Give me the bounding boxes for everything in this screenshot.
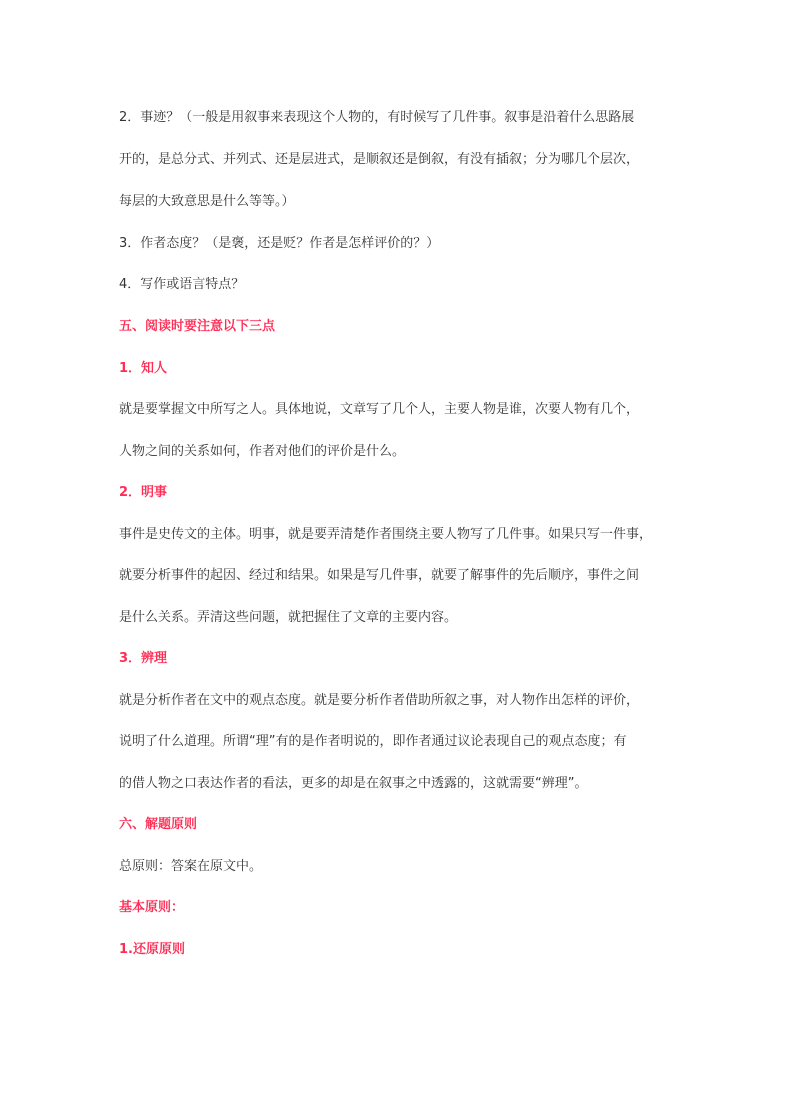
item2-line3: 每层的大致意思是什么等等。） [119,194,295,209]
point2-line2: 就要分析事件的起因、经过和结果。如果是写几件事，就要了解事件的先后顺序，事件之间 [119,568,640,583]
point1-heading: 1．知人 [119,361,168,376]
point1-line2: 人物之间的关系如何，作者对他们的评价是什么。 [119,444,406,459]
point3-heading: 3．辨理 [119,651,168,666]
section6-heading: 六、解题原则 [119,817,198,832]
item2-line2: 开的，是总分式、并列式、还是层进式，是顺叙还是倒叙，有没有插叙；分为哪几个层次， [119,152,640,167]
basic-principles-heading: 基本原则： [119,900,185,915]
item3-text: 3．作者态度？（是褒，还是贬？作者是怎样评价的？） [119,236,440,251]
item4-text: 4．写作或语言特点？ [119,277,245,292]
point3-line3: 的借人物之口表达作者的看法，更多的却是在叙事之中透露的，这就需要“辨理”。 [119,776,588,791]
point2-heading: 2．明事 [119,485,168,500]
point2-line1: 事件是史传文的主体。明事，就是要弄清楚作者围绕主要人物写了几件事。如果只写一件事， [119,527,653,542]
section5-heading: 五、阅读时要注意以下三点 [119,319,276,334]
item2-line1: 2．事迹？（一般是用叙事来表现这个人物的，有时候写了几件事。叙事是沿着什么思路展 [119,110,635,125]
point3-line1: 就是分析作者在文中的观点态度。就是要分析作者借助所叙之事，对人物作出怎样的评价， [119,693,640,708]
point3-line2: 说明了什么道理。所谓“理”有的是作者明说的，即作者通过议论表现自己的观点态度；有 [119,734,627,749]
general-principle-text: 总原则：答案在原文中。 [119,859,263,874]
point2-line3: 是什么关系。弄清这些问题，就把握住了文章的主要内容。 [119,610,458,625]
point1-line1: 就是要掌握文中所写之人。具体地说，文章写了几个人，主要人物是谁，次要人物有几个， [119,402,640,417]
principle1-heading: 1.还原原则 [119,942,185,957]
